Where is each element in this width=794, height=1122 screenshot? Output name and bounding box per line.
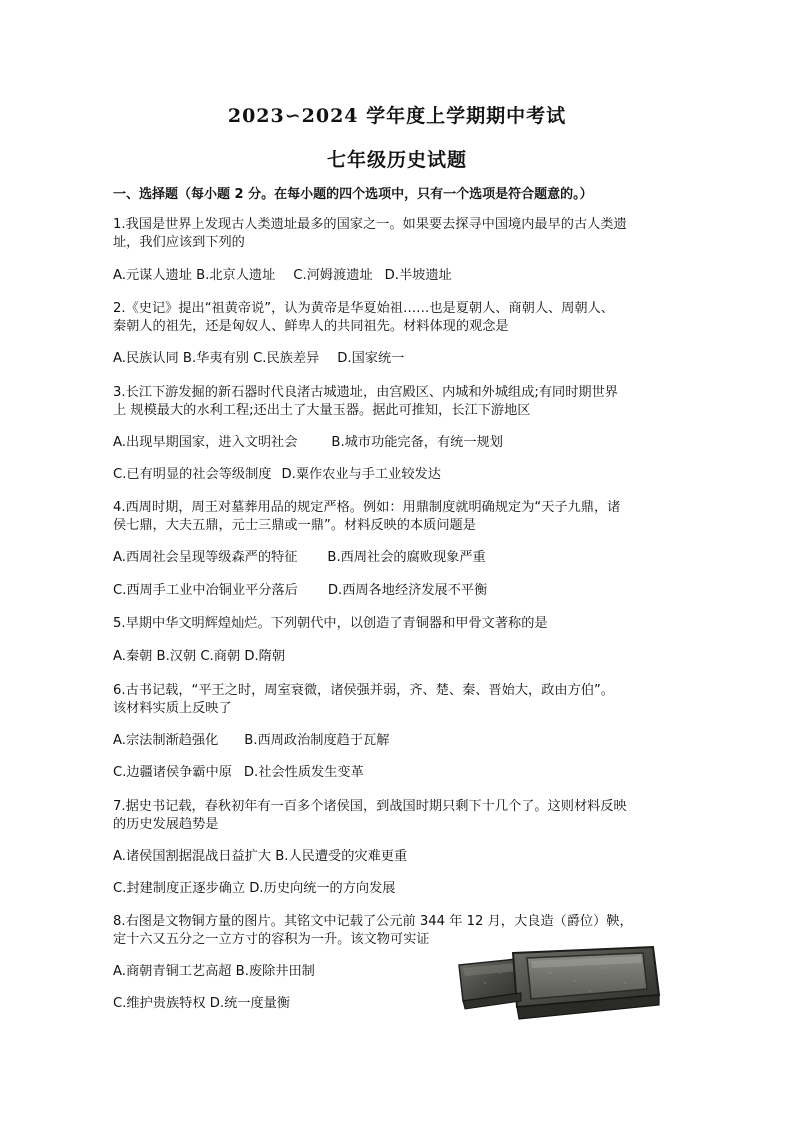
option-b: B.西周政治制度趋于瓦解 [244,733,390,748]
option-a-b: A.元谋人遗址 B.北京人遗址 [113,268,276,283]
option-d: D.粟作农业与手工业较发达 [281,467,441,482]
question-8-stem-line-2: 定十六又五分之一立方寸的容积为一升。该文物可实证 [113,932,430,947]
question-5-stem: 5.早期中华文明辉煌灿烂。下列朝代中，以创造了青铜器和甲骨文著称的是 [113,616,548,631]
question-6-stem-line-1: 6.古书记载，“平王之时，周室衰微，诸侯强并弱，齐、楚、秦、晋始大，政由方伯”。 [113,683,614,698]
question-6-stem-line-2: 该材料实质上反映了 [113,701,232,716]
question-7-stem-line-1: 7.据史书记载，春秋初年有一百多个诸侯国，到战国时期只剩下十几个了。这则材料反映 [113,799,627,814]
question-1-stem-line-1: 1.我国是世界上发现古人类遗址最多的国家之一。如果要去探寻中国境内最早的古人类遗 [113,217,627,232]
option-c: C.已有明显的社会等级制度 [113,467,272,482]
option-d: D.半坡遗址 [384,268,452,283]
option-a: A.西周社会呈现等级森严的特征 [113,550,298,565]
option-b: B.城市功能完备，有统一规划 [331,435,503,450]
question-5-options: A.秦朝 B.汉朝 C.商朝 D.隋朝 [113,649,286,664]
option-d: D.社会性质发生变革 [243,765,364,780]
option-d: D.国家统一 [337,351,405,366]
question-3-stem-line-1: 3.长江下游发掘的新石器时代良渚古城遗址，由宫殿区、内城和外城组成;有同时期世界 [113,385,618,400]
option-c: C.西周手工业中冶铜业平分落后 [113,583,298,598]
option-c: C.河姆渡遗址 [293,268,373,283]
exam-title: 2023∽2024 学年度上学期期中考试 [227,105,567,127]
question-1-stem-line-2: 址，我们应该到下列的 [113,235,245,250]
question-2-stem-line-1: 2.《史记》提出“祖黄帝说”，认为黄帝是华夏始祖……也是夏朝人、商朝人、周朝人、 [113,301,614,316]
question-4-options-row-1 [113,549,486,567]
question-7-options-row-2: C.封建制度正逐步确立 D.历史向统一的方向发展 [113,881,396,896]
question-6-options-row-2 [113,764,364,782]
question-3-options-row-1 [113,434,503,452]
option-a: A.宗法制渐趋强化 [113,733,219,748]
bronze-measure-illustration [455,943,665,1023]
section-heading: 一、选择题（每小题 2 分。在每小题的四个选项中，只有一个选项是符合题意的。） [113,187,593,202]
question-4-stem-line-1: 4.西周时期，周王对墓葬用品的规定严格。例如：用鼎制度就明确规定为“天子九鼎，诸 [113,500,621,515]
question-7-stem-line-2: 的历史发展趋势是 [113,817,219,832]
option-d: D.西周各地经济发展不平衡 [327,583,488,598]
option-a-b-c: A.民族认同 B.华夷有别 C.民族差异 [113,351,320,366]
question-3-stem-line-2: 上 规模最大的水利工程;还出土了大量玉器。据此可推知，长江下游地区 [113,403,531,418]
question-7-options-row-1: A.诸侯国割据混战日益扩大 B.人民遭受的灾难更重 [113,849,408,864]
question-4-stem-line-2: 侯七鼎，大夫五鼎，元士三鼎或一鼎”。材料反映的本质问题是 [113,518,476,533]
question-3-options-row-2 [113,466,441,484]
question-8-options-row-1: A.商朝青铜工艺高超 B.废除井田制 [113,964,315,979]
option-b: B.西周社会的腐败现象严重 [327,550,486,565]
question-8-options-row-2: C.维护贵族特权 D.统一度量衡 [113,996,290,1011]
option-c: C.边疆诸侯争霸中原 [113,765,232,780]
question-4-options-row-2 [113,582,487,600]
exam-subtitle: 七年级历史试题 [326,149,467,171]
question-2-options [113,350,404,368]
question-1-options [113,267,452,285]
bronze-measure-icon [455,943,665,1023]
option-a: A.出现早期国家，进入文明社会 [113,435,298,450]
question-8-stem-line-1: 8.右图是文物铜方量的图片。其铭文中记载了公元前 344 年 12 月，大良造（爵位）鞅， [113,914,633,929]
question-2-stem-line-2: 秦朝人的祖先，还是匈奴人、鲜卑人的共同祖先。材料体现的观念是 [113,319,509,334]
question-6-options-row-1 [113,732,389,750]
